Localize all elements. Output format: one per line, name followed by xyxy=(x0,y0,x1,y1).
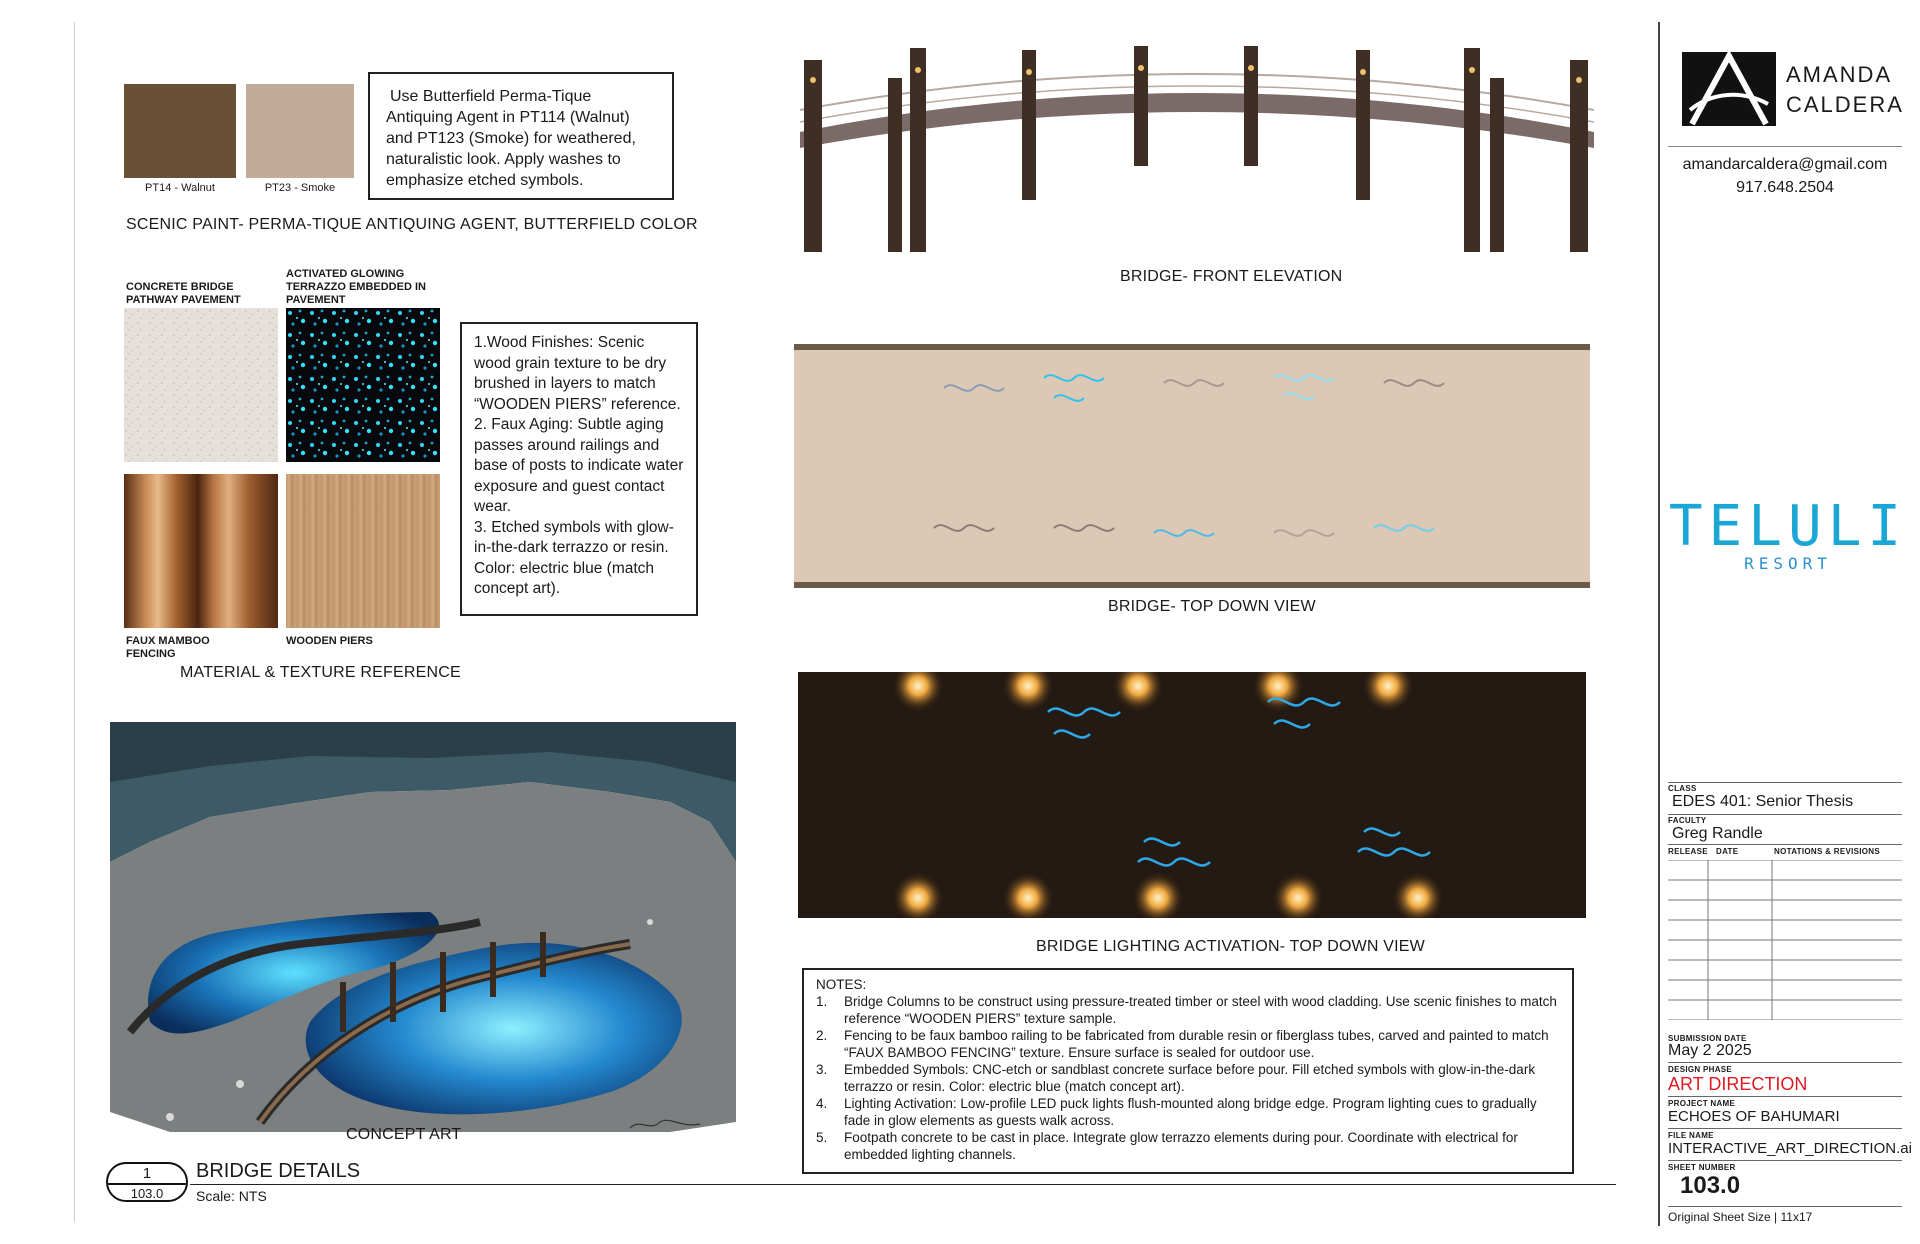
date-label: DATE xyxy=(1716,847,1739,856)
detail-scale: Scale: NTS xyxy=(196,1188,267,1204)
faculty-value: Greg Randle xyxy=(1672,825,1763,842)
revision-grid xyxy=(1668,860,1902,1020)
material-note-3: 3. Etched symbols with glow-in-the-dark terrazzo or resin. Color: electric blue (match concept art). xyxy=(474,518,674,597)
note-text: Footpath concrete to be cast in place. Integrate glow terrazzo elements during pour. Coordinate with electrical for embedded lighting channels. xyxy=(844,1130,1518,1162)
designer-last-name: CALDERA xyxy=(1786,92,1904,117)
paint-caption: SCENIC PAINT- PERMA-TIQUE ANTIQUING AGENT, BUTTERFIELD COLOR xyxy=(126,216,698,233)
top-down-image xyxy=(794,338,1590,594)
title-block-divider xyxy=(1658,22,1660,1226)
concept-art-image xyxy=(110,722,736,1142)
note-text: Bridge Columns to be construct using pressure-treated timber or steel with wood cladding. Use scenic finishes to match reference “WOODEN PIERS” texture sample. xyxy=(844,994,1557,1026)
note-number: 3. xyxy=(816,1062,828,1077)
material-caption: MATERIAL & TEXTURE REFERENCE xyxy=(180,664,461,681)
note-item xyxy=(816,1129,1560,1163)
note-number: 5. xyxy=(816,1130,828,1145)
lighting-view-image xyxy=(798,672,1586,918)
sheet-number-label: SHEET NUMBER xyxy=(1668,1163,1736,1172)
tb-line xyxy=(1668,1062,1902,1063)
front-elevation-image xyxy=(800,40,1594,252)
class-label: CLASS xyxy=(1668,784,1697,793)
designer-phone: 917.648.2504 xyxy=(1736,179,1834,196)
top-down-caption: BRIDGE- TOP DOWN VIEW xyxy=(1108,598,1316,615)
piers-texture xyxy=(286,474,440,628)
material-notes-box xyxy=(460,322,698,616)
note-number: 4. xyxy=(816,1096,828,1111)
submission-value: May 2 2025 xyxy=(1668,1042,1752,1059)
front-elevation-caption: BRIDGE- FRONT ELEVATION xyxy=(1120,268,1343,285)
project-label: PROJECT NAME xyxy=(1668,1099,1736,1108)
tb-line xyxy=(1668,1096,1902,1097)
sheet-number-value: 103.0 xyxy=(1680,1172,1741,1199)
phase-value: ART DIRECTION xyxy=(1668,1074,1808,1094)
resort-logo-sub: RESORT xyxy=(1744,554,1832,573)
designer-first-name: AMANDA xyxy=(1786,62,1893,87)
lighting-caption: BRIDGE LIGHTING ACTIVATION- TOP DOWN VIEW xyxy=(1036,938,1425,955)
concrete-label: CONCRETE BRIDGE PATHWAY PAVEMENT xyxy=(126,281,241,306)
smoke-swatch-label: PT23 - Smoke xyxy=(264,182,336,194)
concrete-texture xyxy=(124,308,278,462)
concept-caption: CONCEPT ART xyxy=(346,1126,462,1143)
project-value: ECHOES OF BAHUMARI xyxy=(1668,1108,1840,1125)
left-margin-line xyxy=(74,22,75,1222)
detail-underline xyxy=(190,1184,1616,1185)
note-item xyxy=(816,1061,1560,1095)
detail-number: 1 xyxy=(142,1165,152,1182)
tb-line xyxy=(1668,1128,1902,1129)
designer-logo-icon xyxy=(1682,52,1776,126)
detail-title: BRIDGE DETAILS xyxy=(196,1160,361,1182)
terrazzo-texture xyxy=(286,308,440,462)
phase-label: DESIGN PHASE xyxy=(1668,1065,1733,1074)
walnut-swatch xyxy=(124,84,236,178)
tb-line xyxy=(1668,1160,1902,1161)
smoke-swatch xyxy=(246,84,354,178)
revisions-label: NOTATIONS & REVISIONS xyxy=(1774,847,1881,856)
file-value: INTERACTIVE_ART_DIRECTION.ai xyxy=(1668,1140,1912,1157)
note-item xyxy=(816,993,1560,1027)
note-number: 2. xyxy=(816,1028,828,1043)
sheet-size: Original Sheet Size | 11x17 xyxy=(1668,1210,1813,1224)
designer-email: amandarcaldera@gmail.com xyxy=(1682,156,1888,173)
notes-heading: NOTES: xyxy=(816,977,867,992)
tb-line xyxy=(1668,814,1902,815)
note-text: Lighting Activation: Low-profile LED puck lights flush-mounted along bridge edge. Program lighting cues to gradually fade in glow elements as guests walk across. xyxy=(844,1096,1537,1128)
paint-note-box xyxy=(368,72,674,200)
class-value: EDES 401: Senior Thesis xyxy=(1672,793,1854,810)
piers-label: WOODEN PIERS xyxy=(286,635,373,647)
submission-label: SUBMISSION DATE xyxy=(1668,1034,1747,1043)
tb-line xyxy=(1668,844,1902,845)
notes-box xyxy=(802,968,1574,1174)
resort-logo-name: TELULI xyxy=(1668,494,1908,559)
note-text: Fencing to be faux bamboo railing to be fabricated from durable resin or fiberglass tubes, carved and painted to match “FAUX BAMBOO FENCING” texture. Ensure surface is sealed for outdoor use. xyxy=(844,1028,1549,1060)
tb-line xyxy=(1668,782,1902,783)
note-text: Embedded Symbols: CNC-etch or sandblast concrete surface before pour. Fill etched symbols with glow-in-the-dark terrazzo or resin. Color: electric blue (match concept art). xyxy=(844,1062,1536,1094)
note-number: 1. xyxy=(816,994,828,1009)
material-note-2: 2. Faux Aging: Subtle aging passes around railings and base of posts to indicate water exposure and guest contact wear. xyxy=(474,416,684,515)
release-label: RELEASE xyxy=(1668,847,1708,856)
detail-sheet: 103.0 xyxy=(130,1186,164,1201)
material-note-1: 1.Wood Finishes: Scenic wood grain texture to be dry brushed in layers to match “WOODEN PIERS” reference. xyxy=(474,334,681,413)
paint-note-text: Use Butterfield Perma-Tique Antiquing Agent in PT114 (Walnut) and PT123 (Smoke) for weathered, naturalistic look. Apply washes to emphasize etched symbols. xyxy=(386,88,636,189)
note-item xyxy=(816,1027,1560,1061)
detail-tag xyxy=(106,1162,188,1202)
terrazzo-label: ACTIVATED GLOWING TERRAZZO EMBEDDED IN PAVEMENT xyxy=(286,268,426,306)
walnut-swatch-label: PT14 - Walnut xyxy=(145,182,215,194)
tb-line xyxy=(1668,1206,1902,1207)
header-rule xyxy=(1668,146,1902,147)
faculty-label: FACULTY xyxy=(1668,816,1707,825)
file-label: FILE NAME xyxy=(1668,1131,1714,1140)
bamboo-label: FAUX MAMBOO FENCING xyxy=(126,635,210,660)
bamboo-texture xyxy=(124,474,278,628)
note-item xyxy=(816,1095,1560,1129)
